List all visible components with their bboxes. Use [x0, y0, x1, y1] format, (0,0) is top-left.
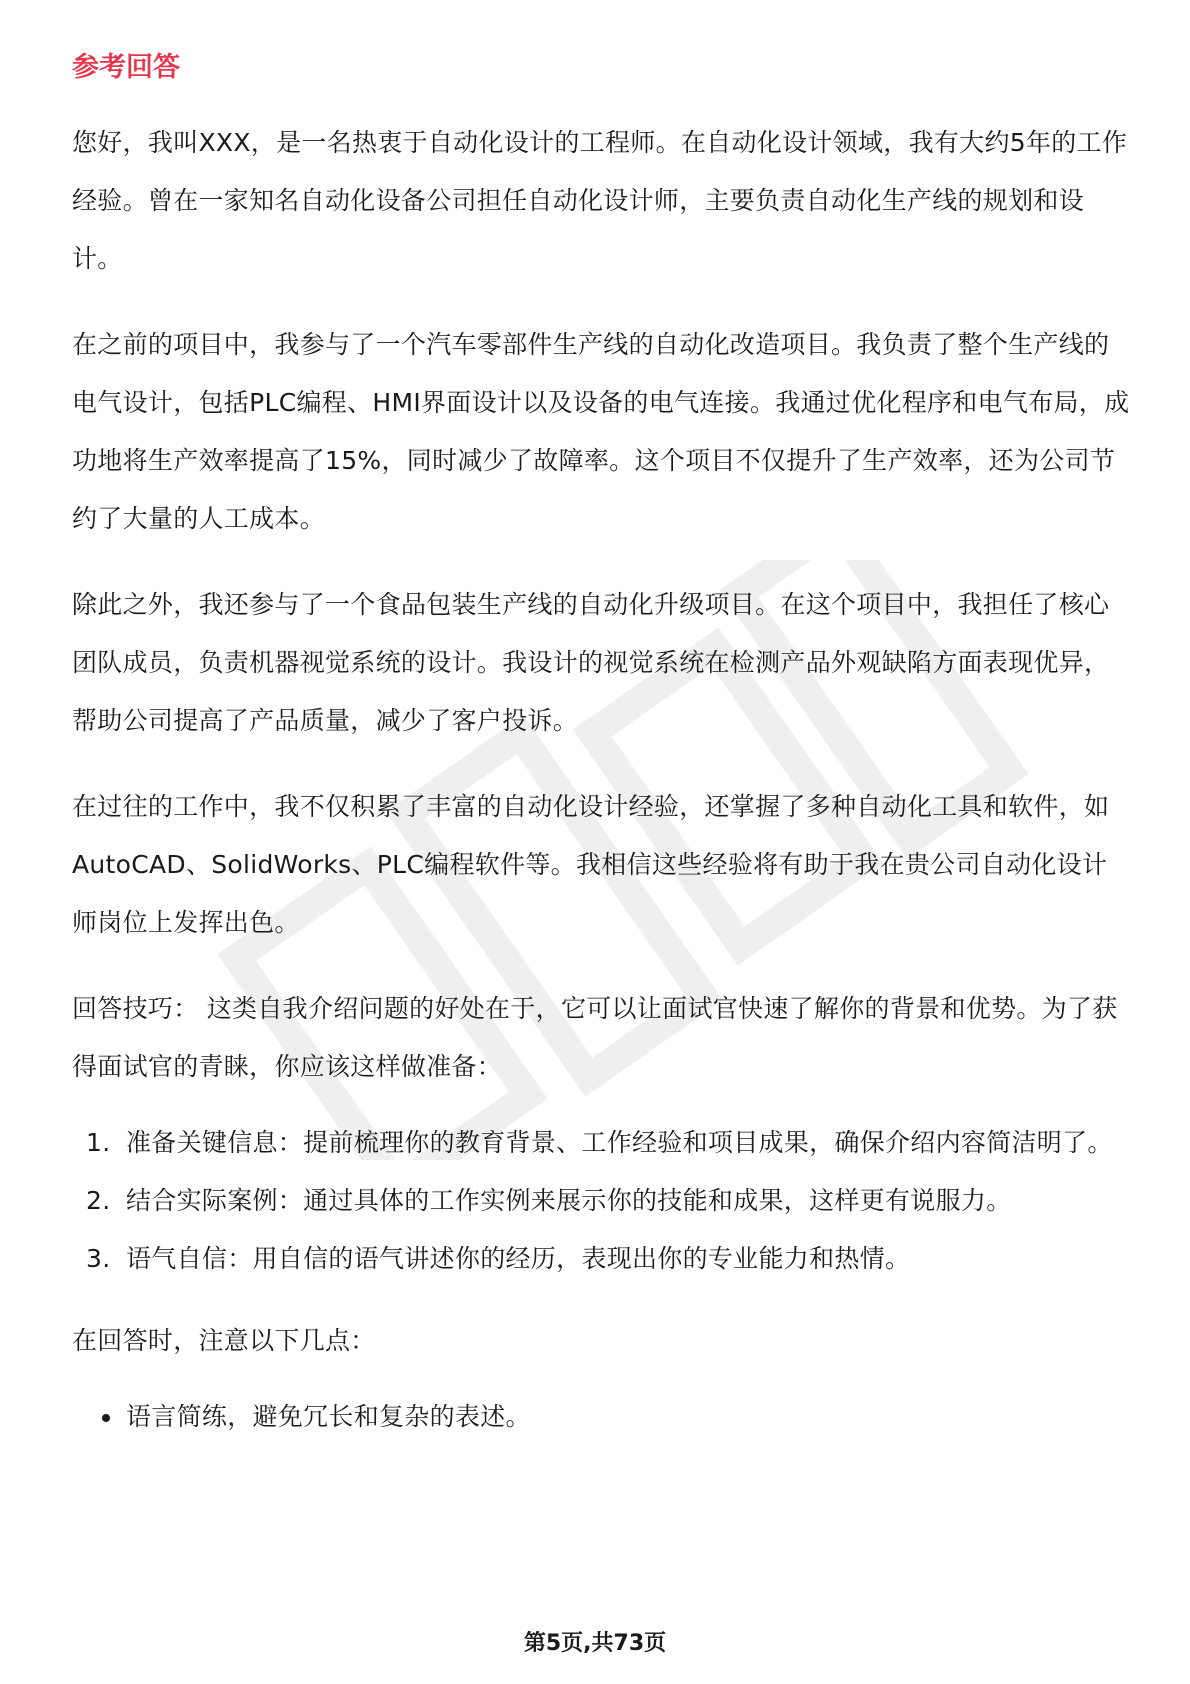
list-item-text: 语言简练，避免冗长和复杂的表述。: [126, 1402, 531, 1431]
notes-list-item: [72, 1388, 1130, 1446]
notes-intro-paragraph: 在回答时，注意以下几点：: [72, 1326, 376, 1355]
notes-list: [72, 1388, 1130, 1446]
page-number-footer: 第5页,共73页: [523, 1631, 667, 1656]
list-number: 3.: [86, 1244, 111, 1273]
tips-list-item: [72, 1172, 1130, 1230]
list-item-text: 准备关键信息：提前梳理你的教育背景、工作经验和项目成果，确保介绍内容简洁明了。: [126, 1128, 1113, 1157]
tips-list-item: [72, 1114, 1130, 1172]
experience-summary-paragraph: 在过往的工作中，我不仅积累了丰富的自动化设计经验，还掌握了多种自动化工具和软件，如AutoCAD、SolidWorks、PLC编程软件等。我相信这些经验将有助于我在贵公司自动化设计师岗位上发挥出色。: [72, 792, 1110, 937]
list-number: 1.: [86, 1128, 111, 1157]
bullet-icon: [102, 1414, 110, 1422]
list-item-text: 结合实际案例：通过具体的工作实例来展示你的技能和成果，这样更有说服力。: [126, 1186, 1012, 1215]
project-paragraph-food-packaging: 除此之外，我还参与了一个食品包装生产线的自动化升级项目。在这个项目中，我担任了核心团队成员，负责机器视觉系统的设计。我设计的视觉系统在检测产品外观缺陷方面表现优异，帮助公司提高了产品质量，减少了客户投诉。: [72, 590, 1110, 735]
tips-list: [72, 1114, 1130, 1288]
list-number: 2.: [86, 1186, 111, 1215]
list-item-text: 语气自信：用自信的语气讲述你的经历，表现出你的专业能力和热情。: [126, 1244, 911, 1273]
tips-list-item: [72, 1230, 1130, 1288]
document-page: [72, 48, 1130, 1446]
intro-paragraph: 您好，我叫XXX，是一名热衷于自动化设计的工程师。在自动化设计领域，我有大约5年的工作经验。曾在一家知名自动化设备公司担任自动化设计师，主要负责自动化生产线的规划和设计。: [72, 128, 1128, 273]
section-heading: 参考回答: [72, 52, 180, 83]
project-paragraph-automotive: 在之前的项目中，我参与了一个汽车零部件生产线的自动化改造项目。我负责了整个生产线的电气设计，包括PLC编程、HMI界面设计以及设备的电气连接。我通过优化程序和电气布局，成功地将生产效率提高了15%，同时减少了故障率。这个项目不仅提升了生产效率，还为公司节约了大量的人工成本。: [72, 330, 1130, 533]
tips-intro-paragraph: 回答技巧： 这类自我介绍问题的好处在于，它可以让面试官快速了解你的背景和优势。为了获得面试官的青睐，你应该这样做准备：: [72, 994, 1118, 1081]
